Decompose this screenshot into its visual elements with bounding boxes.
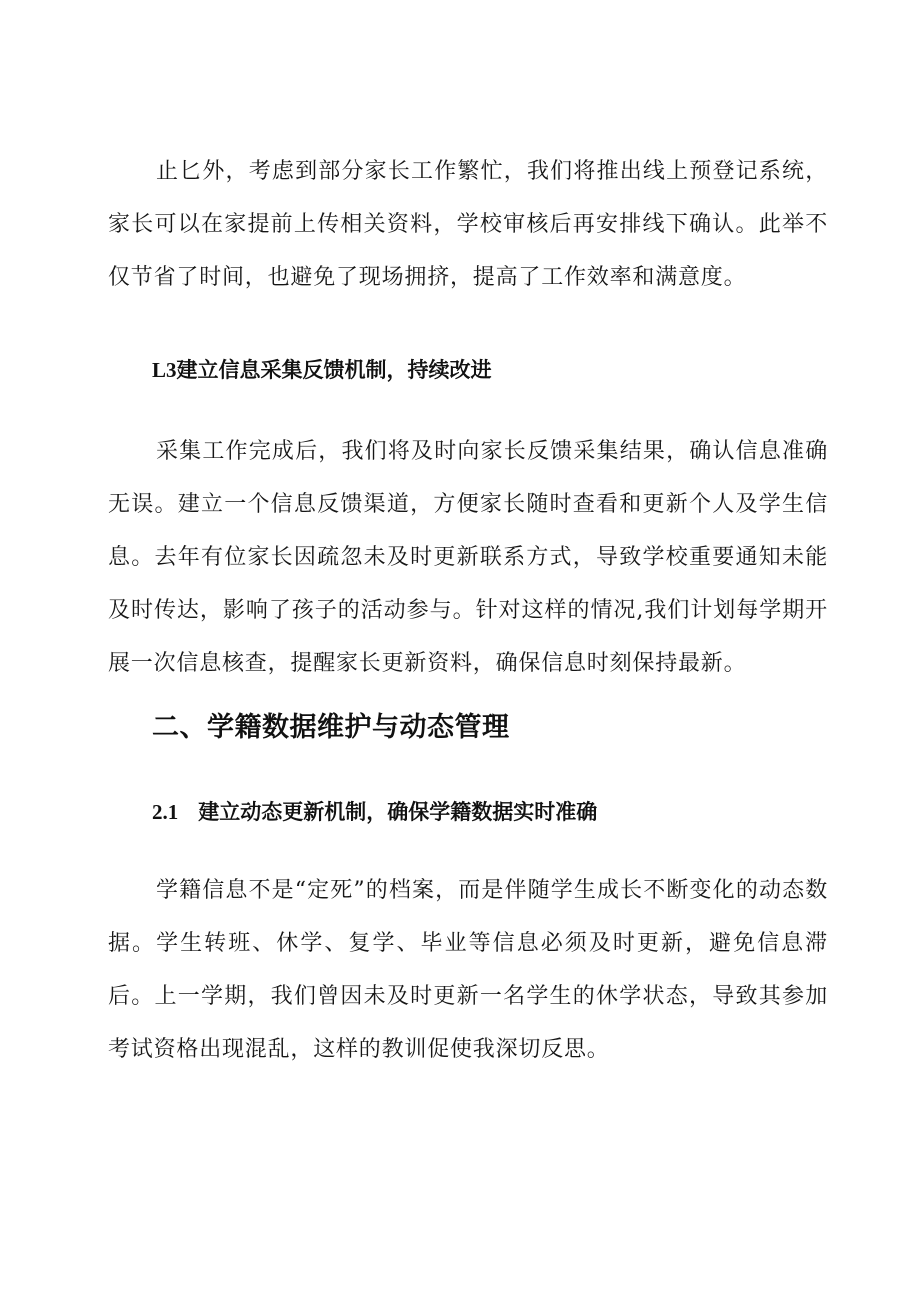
section-2-1-heading (152, 797, 597, 827)
section-1-3-number: L3 (152, 358, 177, 382)
section-2-1-title: 建立动态更新机制，确保学籍数据实时准确 (198, 800, 598, 824)
section-2-1-number: 2.1 (152, 800, 179, 824)
paragraph-1-3: 采集工作完成后，我们将及时向家长反馈采集结果，确认信息准确无误。建立一个信息反馈渠道，方便家长随时查看和更新个人及学生信息。去年有位家长因疏忽未及时更新联系方式，导致学校重要通知未能及时传达，影响了孩子的活动参与。针对这样的情况,我们计划每学期开展一次信息核查，提醒家长更新资料，确保信息时刻保持最新。 (108, 439, 828, 676)
section-1-3-heading (152, 355, 492, 385)
paragraph-intro: 止匕外，考虑到部分家长工作繁忙，我们将推出线上预登记系统，家长可以在家提前上传相关资料，学校审核后再安排线下确认。此举不仅节省了时间，也避免了现场拥挤，提高了工作效率和满意度。 (108, 159, 828, 290)
chapter-2-heading: 二、学籍数据维护与动态管理 (152, 712, 510, 743)
section-1-3-title: 建立信息采集反馈机制，持续改进 (176, 358, 492, 382)
paragraph-2-1: 学籍信息不是“定死”的档案，而是伴随学生成长不断变化的动态数据。学生转班、休学、复学、毕业等信息必须及时更新，避免信息滞后。上一学期，我们曾因未及时更新一名学生的休学状态，导致其参加考试资格出现混乱，这样的教训促使我深切反思。 (108, 878, 828, 1062)
